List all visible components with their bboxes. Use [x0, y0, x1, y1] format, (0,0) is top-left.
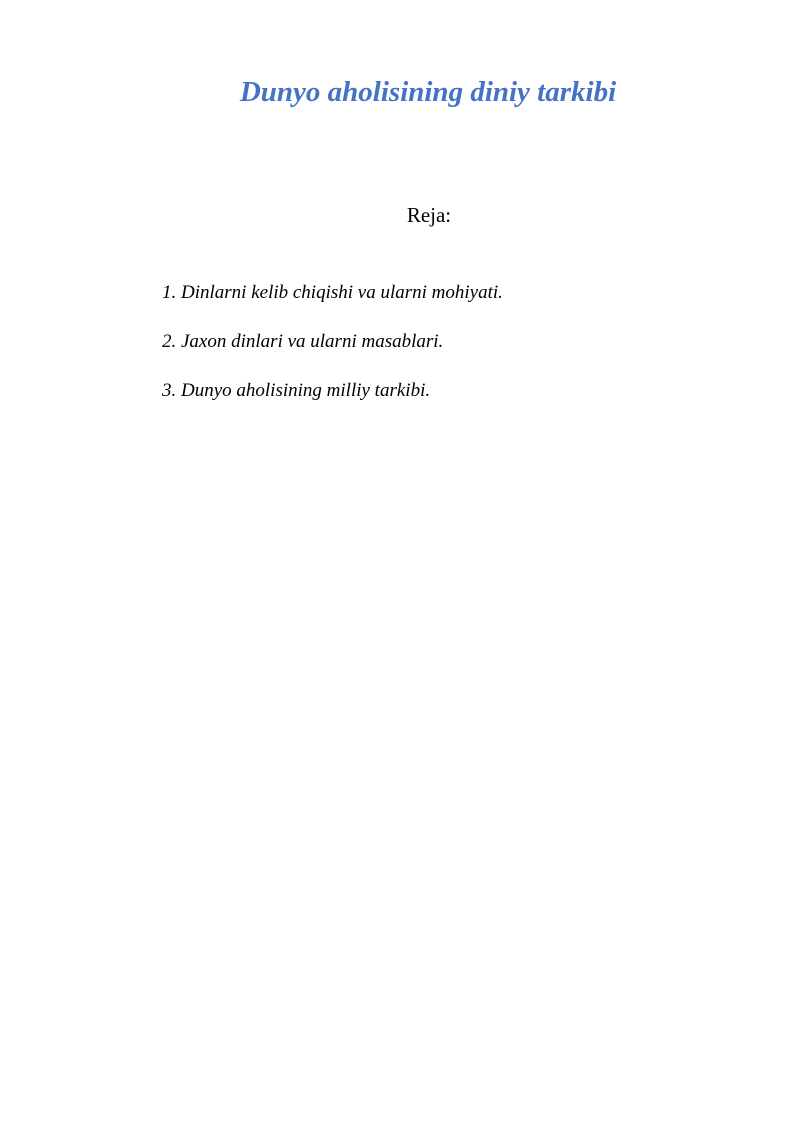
plan-item-2: 2. Jaxon dinlari va ularni masablari.	[162, 331, 444, 352]
plan-item-3: 3. Dunyo aholisining milliy tarkibi.	[162, 380, 431, 401]
plan-list	[162, 279, 722, 426]
plan-item-1: 1. Dinlarni kelib chiqishi va ularni mohiyati.	[162, 282, 503, 303]
plan-heading: Reja:	[406, 203, 452, 227]
document-title: Dunyo aholisining diniy tarkibi	[239, 76, 617, 108]
